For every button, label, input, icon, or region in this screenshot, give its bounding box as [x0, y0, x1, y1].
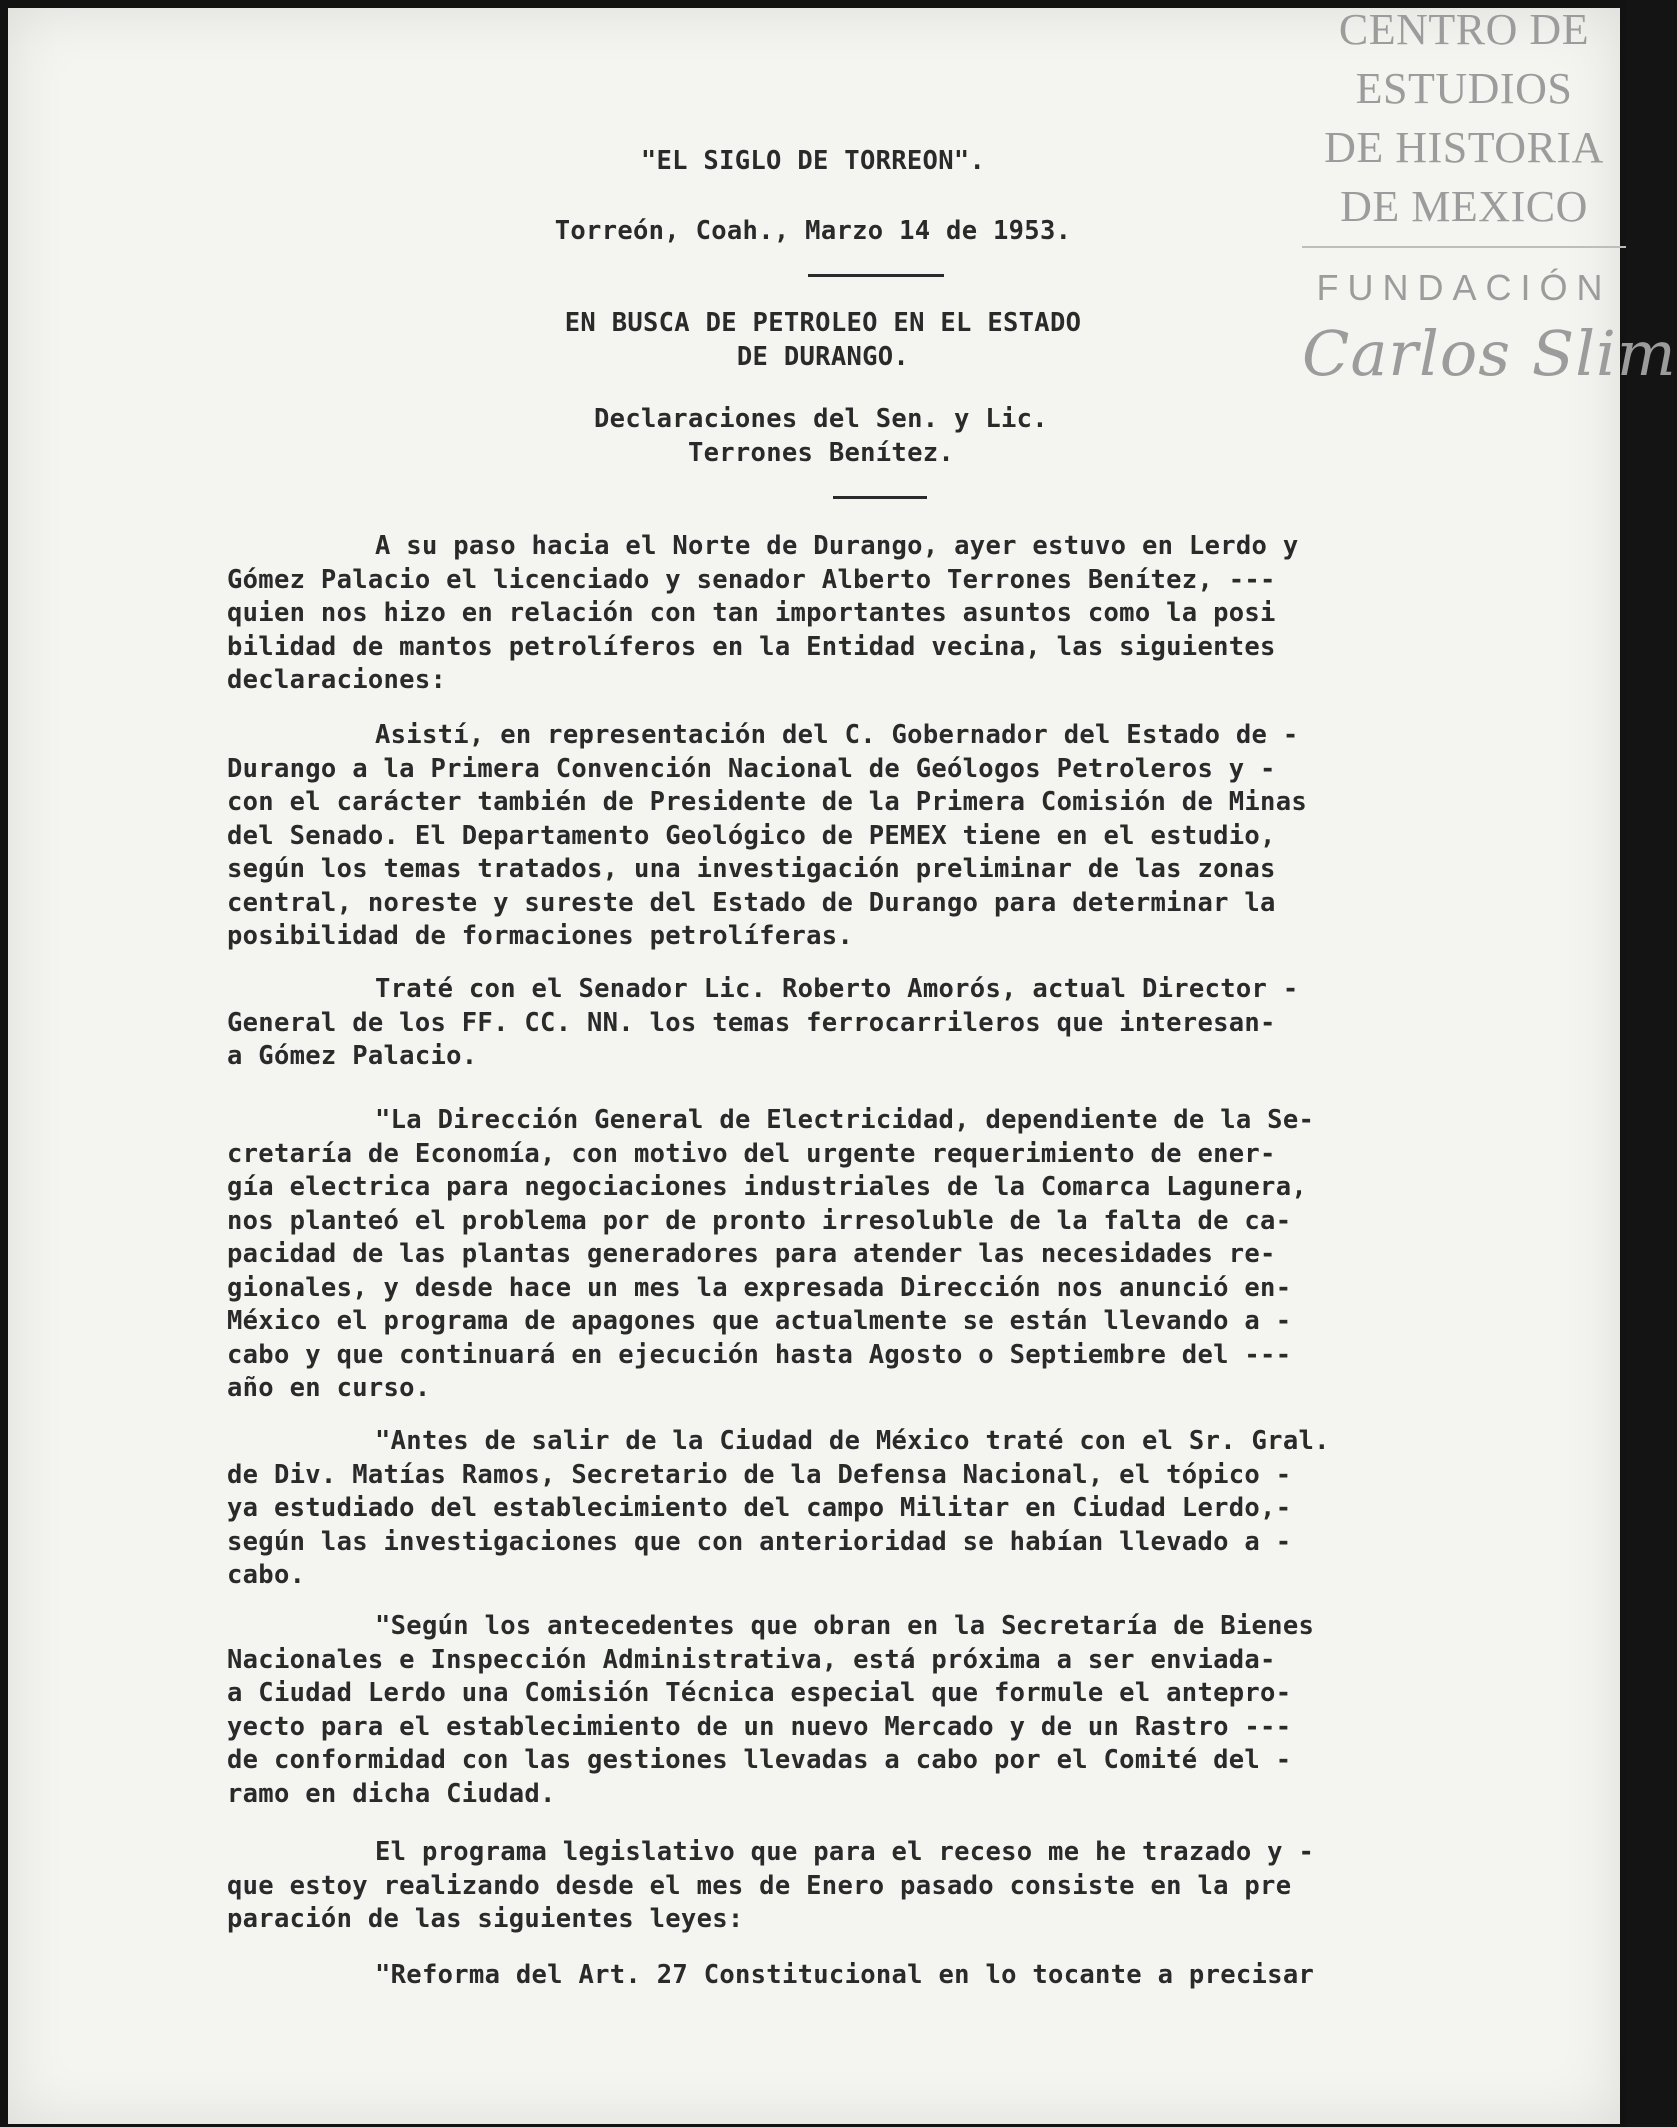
- paragraph-line: General de los FF. CC. NN. los temas ferrocarrileros que interesan-: [227, 1007, 1276, 1038]
- headline-line-2: DE DURANGO.: [736, 342, 910, 372]
- watermark-line-2: ESTUDIOS: [1355, 64, 1573, 113]
- paragraph-line: cabo y que continuará en ejecución hasta Agosto o Septiembre del ---: [227, 1339, 1292, 1370]
- paragraph-line: según los temas tratados, una investigación preliminar de las zonas: [227, 854, 1276, 884]
- paragraph-line: central, noreste y sureste del Estado de Durango para determinar la: [227, 887, 1276, 918]
- paragraph-line: pacidad de las plantas generadores para atender las necesidades re-: [227, 1239, 1276, 1269]
- watermark-foundation: FUNDACIÓN: [1316, 267, 1612, 308]
- watermark-divider: [1302, 246, 1626, 248]
- paragraph-line: Nacionales e Inspección Administrativa, está próxima a ser enviada-: [227, 1644, 1276, 1675]
- paragraph-line: paración de las siguientes leyes:: [227, 1904, 744, 1934]
- newspaper-name: "EL SIGLO DE TORREON".: [640, 146, 986, 176]
- watermark-line-3: DE HISTORIA: [1324, 123, 1604, 172]
- paragraph-2: [227, 719, 1527, 954]
- dateline: Torreón, Coah., Marzo 14 de 1953.: [554, 216, 1072, 246]
- paragraph-line: "Reforma del Art. 27 Constitucional en lo tocante a precisar: [375, 1960, 1315, 1990]
- paragraph-4: [227, 1104, 1527, 1406]
- header-rule-2: [833, 496, 927, 499]
- headline-line-1: EN BUSCA DE PETROLEO EN EL ESTADO: [564, 308, 1082, 338]
- watermark-signature: Carlos Slim: [1302, 317, 1677, 390]
- paragraph-line: "La Dirección General de Electricidad, dependiente de la Se-: [375, 1105, 1315, 1135]
- paragraph-line: Durango a la Primera Convención Nacional de Geólogos Petroleros y -: [227, 753, 1276, 784]
- paragraph-8: [227, 1959, 1527, 1993]
- paragraph-6: [227, 1610, 1527, 1811]
- paragraph-line: a Gómez Palacio.: [227, 1041, 478, 1071]
- paragraph-line: ramo en dicha Ciudad.: [227, 1778, 556, 1809]
- header-rule-1: [808, 274, 944, 277]
- paragraph-line: El programa legislativo que para el receso me he trazado y -: [375, 1837, 1315, 1867]
- paragraph-line: México el programa de apagones que actualmente se están llevando a -: [227, 1306, 1292, 1336]
- paragraph-line: según las investigaciones que con anterioridad se habían llevado a -: [227, 1526, 1292, 1557]
- paragraph-line: nos planteó el problema por de pronto irresoluble de la falta de ca-: [227, 1205, 1292, 1236]
- paragraph-line: "Según los antecedentes que obran en la Secretaría de Bienes: [375, 1611, 1315, 1641]
- paragraph-line: yecto para el establecimiento de un nuevo Mercado y de un Rastro ---: [227, 1711, 1292, 1742]
- paragraph-line: con el carácter también de Presidente de la Primera Comisión de Minas: [227, 787, 1308, 817]
- paragraph-line: del Senado. El Departamento Geológico de PEMEX tiene en el estudio,: [227, 820, 1276, 851]
- paragraph-3: [227, 973, 1527, 1074]
- watermark-line-4: DE MEXICO: [1340, 182, 1588, 231]
- paragraph-line: Gómez Palacio el licenciado y senador Alberto Terrones Benítez, ---: [227, 564, 1276, 595]
- paragraph-line: cretaría de Economía, con motivo del urgente requerimiento de ener-: [227, 1138, 1276, 1169]
- paragraph-line: bilidad de mantos petrolíferos en la Entidad vecina, las siguientes: [227, 631, 1276, 662]
- paragraph-line: declaraciones:: [227, 665, 447, 695]
- paragraph-line: gía electrica para negociaciones industriales de la Comarca Lagunera,: [227, 1172, 1308, 1202]
- paragraph-line: posibilidad de formaciones petrolíferas.: [227, 921, 854, 951]
- paragraph-7: [227, 1836, 1527, 1937]
- paragraph-line: gionales, y desde hace un mes la expresada Dirección nos anunció en-: [227, 1272, 1292, 1303]
- paragraph-5: [227, 1425, 1527, 1593]
- subheadline-line-1: Declaraciones del Sen. y Lic.: [594, 404, 1048, 434]
- paragraph-line: de conformidad con las gestiones llevadas a cabo por el Comité del -: [227, 1745, 1292, 1775]
- paragraph-line: Traté con el Senador Lic. Roberto Amorós, actual Director -: [375, 974, 1299, 1004]
- paragraph-line: cabo.: [227, 1560, 306, 1590]
- paragraph-line: de Div. Matías Ramos, Secretario de la Defensa Nacional, el tópico -: [227, 1459, 1292, 1490]
- paragraph-line: Asistí, en representación del C. Gobernador del Estado de -: [375, 720, 1299, 750]
- paragraph-1: [227, 530, 1527, 698]
- paragraph-line: a Ciudad Lerdo una Comisión Técnica especial que formule el antepro-: [227, 1678, 1292, 1708]
- subheadline-line-2: Terrones Benítez.: [687, 438, 955, 468]
- paragraph-line: año en curso.: [227, 1373, 431, 1403]
- paragraph-line: ya estudiado del establecimiento del campo Militar en Ciudad Lerdo,-: [227, 1493, 1292, 1523]
- watermark-line-1: CENTRO DE: [1338, 5, 1590, 54]
- paragraph-line: "Antes de salir de la Ciudad de México traté con el Sr. Gral.: [375, 1426, 1330, 1456]
- paragraph-line: que estoy realizando desde el mes de Enero pasado consiste en la pre: [227, 1870, 1292, 1901]
- paragraph-line: A su paso hacia el Norte de Durango, ayer estuvo en Lerdo y: [375, 531, 1299, 561]
- paragraph-line: quien nos hizo en relación con tan importantes asuntos como la posi: [227, 598, 1276, 628]
